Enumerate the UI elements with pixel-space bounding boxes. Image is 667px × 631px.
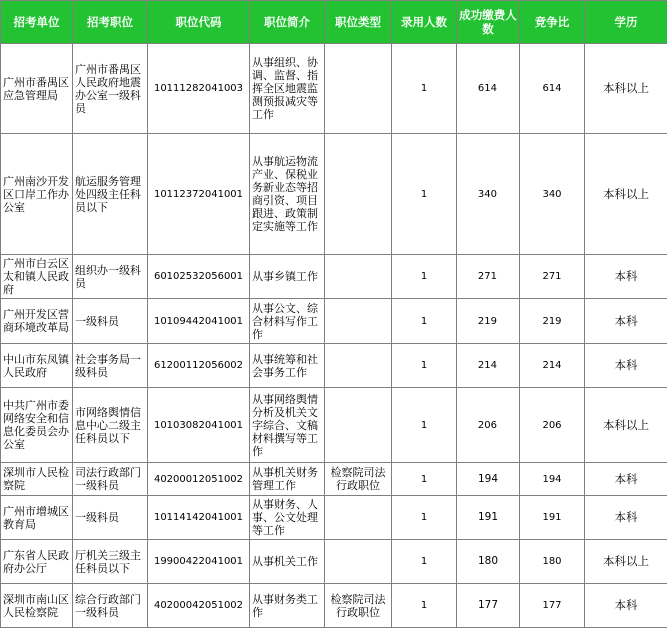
cell-unit: 广州市白云区太和镇人民政府 xyxy=(1,255,73,299)
cell-hires: 1 xyxy=(392,255,457,299)
cell-education: 本科以上 xyxy=(585,44,667,134)
cell-paid: 177 xyxy=(457,584,520,628)
cell-type xyxy=(325,299,392,344)
cell-type xyxy=(325,44,392,134)
cell-code: 10114142041001 xyxy=(148,496,250,540)
cell-type xyxy=(325,134,392,255)
cell-code: 10112372041001 xyxy=(148,134,250,255)
table-row xyxy=(1,388,667,463)
cell-type xyxy=(325,344,392,388)
table-row xyxy=(1,299,667,344)
cell-position: 组织办一级科员 xyxy=(73,255,148,299)
cell-education: 本科 xyxy=(585,299,667,344)
cell-hires: 1 xyxy=(392,44,457,134)
cell-type xyxy=(325,255,392,299)
table-row xyxy=(1,44,667,134)
cell-hires: 1 xyxy=(392,299,457,344)
cell-intro: 从事统筹和社会事务工作 xyxy=(250,344,325,388)
cell-intro: 从事航运物流产业、保税业务新业态等招商引资、项目跟进、政策制定实施等工作 xyxy=(250,134,325,255)
cell-type: 检察院司法行政职位 xyxy=(325,463,392,496)
cell-type xyxy=(325,496,392,540)
cell-code: 10109442041001 xyxy=(148,299,250,344)
cell-ratio: 340 xyxy=(520,134,585,255)
table-row xyxy=(1,496,667,540)
cell-education: 本科以上 xyxy=(585,134,667,255)
cell-unit: 广州市番禺区应急管理局 xyxy=(1,44,73,134)
cell-ratio: 191 xyxy=(520,496,585,540)
cell-unit: 中共广州市委网络安全和信息化委员会办公室 xyxy=(1,388,73,463)
cell-unit: 广东省人民政府办公厅 xyxy=(1,540,73,584)
cell-type xyxy=(325,540,392,584)
cell-hires: 1 xyxy=(392,134,457,255)
cell-code: 10103082041001 xyxy=(148,388,250,463)
cell-position: 一级科员 xyxy=(73,496,148,540)
cell-paid: 214 xyxy=(457,344,520,388)
cell-ratio: 177 xyxy=(520,584,585,628)
cell-hires: 1 xyxy=(392,584,457,628)
header-education: 学历 xyxy=(585,1,667,44)
cell-paid: 340 xyxy=(457,134,520,255)
cell-hires: 1 xyxy=(392,540,457,584)
cell-paid: 191 xyxy=(457,496,520,540)
cell-position: 厅机关三级主任科员以下 xyxy=(73,540,148,584)
cell-code: 40200042051002 xyxy=(148,584,250,628)
header-ratio: 竞争比 xyxy=(520,1,585,44)
cell-intro: 从事财务类工作 xyxy=(250,584,325,628)
cell-code: 19900422041001 xyxy=(148,540,250,584)
cell-paid: 219 xyxy=(457,299,520,344)
cell-code: 61200112056002 xyxy=(148,344,250,388)
cell-ratio: 194 xyxy=(520,463,585,496)
header-intro: 职位简介 xyxy=(250,1,325,44)
cell-ratio: 206 xyxy=(520,388,585,463)
cell-type: 检察院司法行政职位 xyxy=(325,584,392,628)
header-paid: 成功缴费人数 xyxy=(457,1,520,44)
header-unit: 招考单位 xyxy=(1,1,73,44)
cell-education: 本科以上 xyxy=(585,388,667,463)
table-row xyxy=(1,134,667,255)
cell-intro: 从事公文、综合材料写作工作 xyxy=(250,299,325,344)
cell-intro: 从事乡镇工作 xyxy=(250,255,325,299)
cell-code: 10111282041003 xyxy=(148,44,250,134)
table-row xyxy=(1,584,667,628)
header-code: 职位代码 xyxy=(148,1,250,44)
cell-education: 本科 xyxy=(585,344,667,388)
cell-hires: 1 xyxy=(392,463,457,496)
cell-code: 60102532056001 xyxy=(148,255,250,299)
cell-ratio: 214 xyxy=(520,344,585,388)
cell-position: 一级科员 xyxy=(73,299,148,344)
cell-type xyxy=(325,388,392,463)
cell-intro: 从事财务、人事、公文处理等工作 xyxy=(250,496,325,540)
cell-ratio: 614 xyxy=(520,44,585,134)
cell-ratio: 180 xyxy=(520,540,585,584)
cell-position: 综合行政部门一级科员 xyxy=(73,584,148,628)
table-row xyxy=(1,463,667,496)
cell-paid: 180 xyxy=(457,540,520,584)
cell-hires: 1 xyxy=(392,388,457,463)
cell-intro: 从事机关工作 xyxy=(250,540,325,584)
cell-paid: 194 xyxy=(457,463,520,496)
cell-position: 广州市番禺区人民政府地震办公室一级科员 xyxy=(73,44,148,134)
header-type: 职位类型 xyxy=(325,1,392,44)
header-hires: 录用人数 xyxy=(392,1,457,44)
cell-paid: 614 xyxy=(457,44,520,134)
table-row xyxy=(1,255,667,299)
cell-intro: 从事网络舆情分析及机关文字综合、文稿材料撰写等工作 xyxy=(250,388,325,463)
header-position: 招考职位 xyxy=(73,1,148,44)
cell-ratio: 219 xyxy=(520,299,585,344)
table-row xyxy=(1,540,667,584)
cell-education: 本科以上 xyxy=(585,540,667,584)
cell-hires: 1 xyxy=(392,496,457,540)
cell-intro: 从事机关财务管理工作 xyxy=(250,463,325,496)
cell-unit: 广州南沙开发区口岸工作办公室 xyxy=(1,134,73,255)
cell-unit: 广州市增城区教育局 xyxy=(1,496,73,540)
cell-position: 社会事务局一级科员 xyxy=(73,344,148,388)
table-row xyxy=(1,344,667,388)
cell-unit: 深圳市人民检察院 xyxy=(1,463,73,496)
cell-unit: 中山市东凤镇人民政府 xyxy=(1,344,73,388)
cell-paid: 271 xyxy=(457,255,520,299)
cell-unit: 广州开发区营商环境改革局 xyxy=(1,299,73,344)
cell-paid: 206 xyxy=(457,388,520,463)
cell-education: 本科 xyxy=(585,584,667,628)
cell-code: 40200012051002 xyxy=(148,463,250,496)
header-row xyxy=(1,1,667,44)
cell-position: 航运服务管理处四级主任科员以下 xyxy=(73,134,148,255)
cell-position: 司法行政部门一级科员 xyxy=(73,463,148,496)
cell-hires: 1 xyxy=(392,344,457,388)
cell-intro: 从事组织、协调、监督、指挥全区地震监测预报减灾等工作 xyxy=(250,44,325,134)
cell-education: 本科 xyxy=(585,255,667,299)
cell-position: 市网络舆情信息中心二级主任科员以下 xyxy=(73,388,148,463)
cell-education: 本科 xyxy=(585,496,667,540)
cell-unit: 深圳市南山区人民检察院 xyxy=(1,584,73,628)
cell-ratio: 271 xyxy=(520,255,585,299)
cell-education: 本科 xyxy=(585,463,667,496)
